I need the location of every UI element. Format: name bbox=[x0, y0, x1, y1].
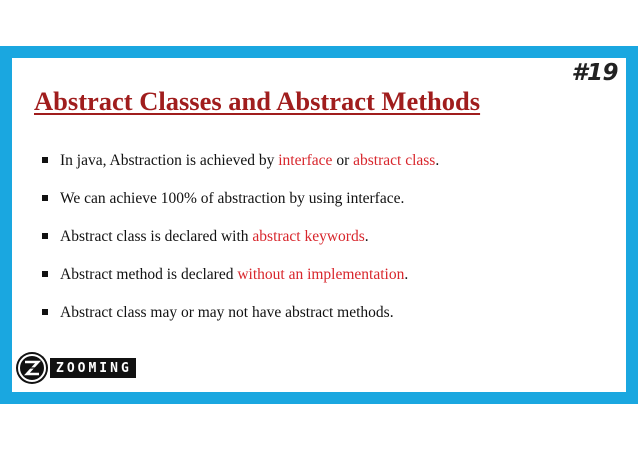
slide-frame bbox=[0, 46, 638, 404]
zooming-logo bbox=[16, 350, 136, 386]
bullet-item bbox=[42, 190, 439, 228]
bullet-item bbox=[42, 228, 439, 266]
episode-tag: #19 bbox=[571, 60, 618, 86]
highlight-text: abstract keywords bbox=[252, 228, 365, 245]
bullet-text: . bbox=[364, 228, 369, 245]
slide-title: Abstract Classes and Abstract Methods bbox=[34, 86, 481, 116]
bullet-text: or bbox=[332, 152, 354, 169]
bullet-square-icon bbox=[42, 271, 48, 277]
bullet-item bbox=[42, 152, 439, 190]
bullet-square-icon bbox=[42, 233, 48, 239]
bullet-text: . bbox=[404, 266, 409, 283]
bullet-text: In java, Abstraction is achieved by bbox=[60, 152, 279, 169]
bullet-list bbox=[42, 152, 439, 342]
logo-brand-text: ZOOMING bbox=[50, 358, 136, 378]
highlight-text: without an implementation bbox=[237, 266, 405, 283]
bullet-text: Abstract class is declared with bbox=[60, 228, 253, 245]
bullet-square-icon bbox=[42, 195, 48, 201]
highlight-text: abstract class bbox=[353, 152, 436, 169]
slide-canvas bbox=[12, 58, 626, 392]
bullet-item bbox=[42, 304, 439, 342]
bullet-square-icon bbox=[42, 309, 48, 315]
bullet-text: . bbox=[435, 152, 440, 169]
bullet-text: We can achieve 100% of abstraction by using interface. bbox=[60, 190, 405, 207]
bullet-item bbox=[42, 266, 439, 304]
bullet-square-icon bbox=[42, 157, 48, 163]
bullet-text: Abstract class may or may not have abstract methods. bbox=[60, 304, 394, 321]
logo-z-glyph bbox=[17, 353, 47, 383]
bullet-text: Abstract method is declared bbox=[60, 266, 238, 283]
highlight-text: interface bbox=[278, 152, 333, 169]
logo-z-icon bbox=[16, 352, 48, 384]
